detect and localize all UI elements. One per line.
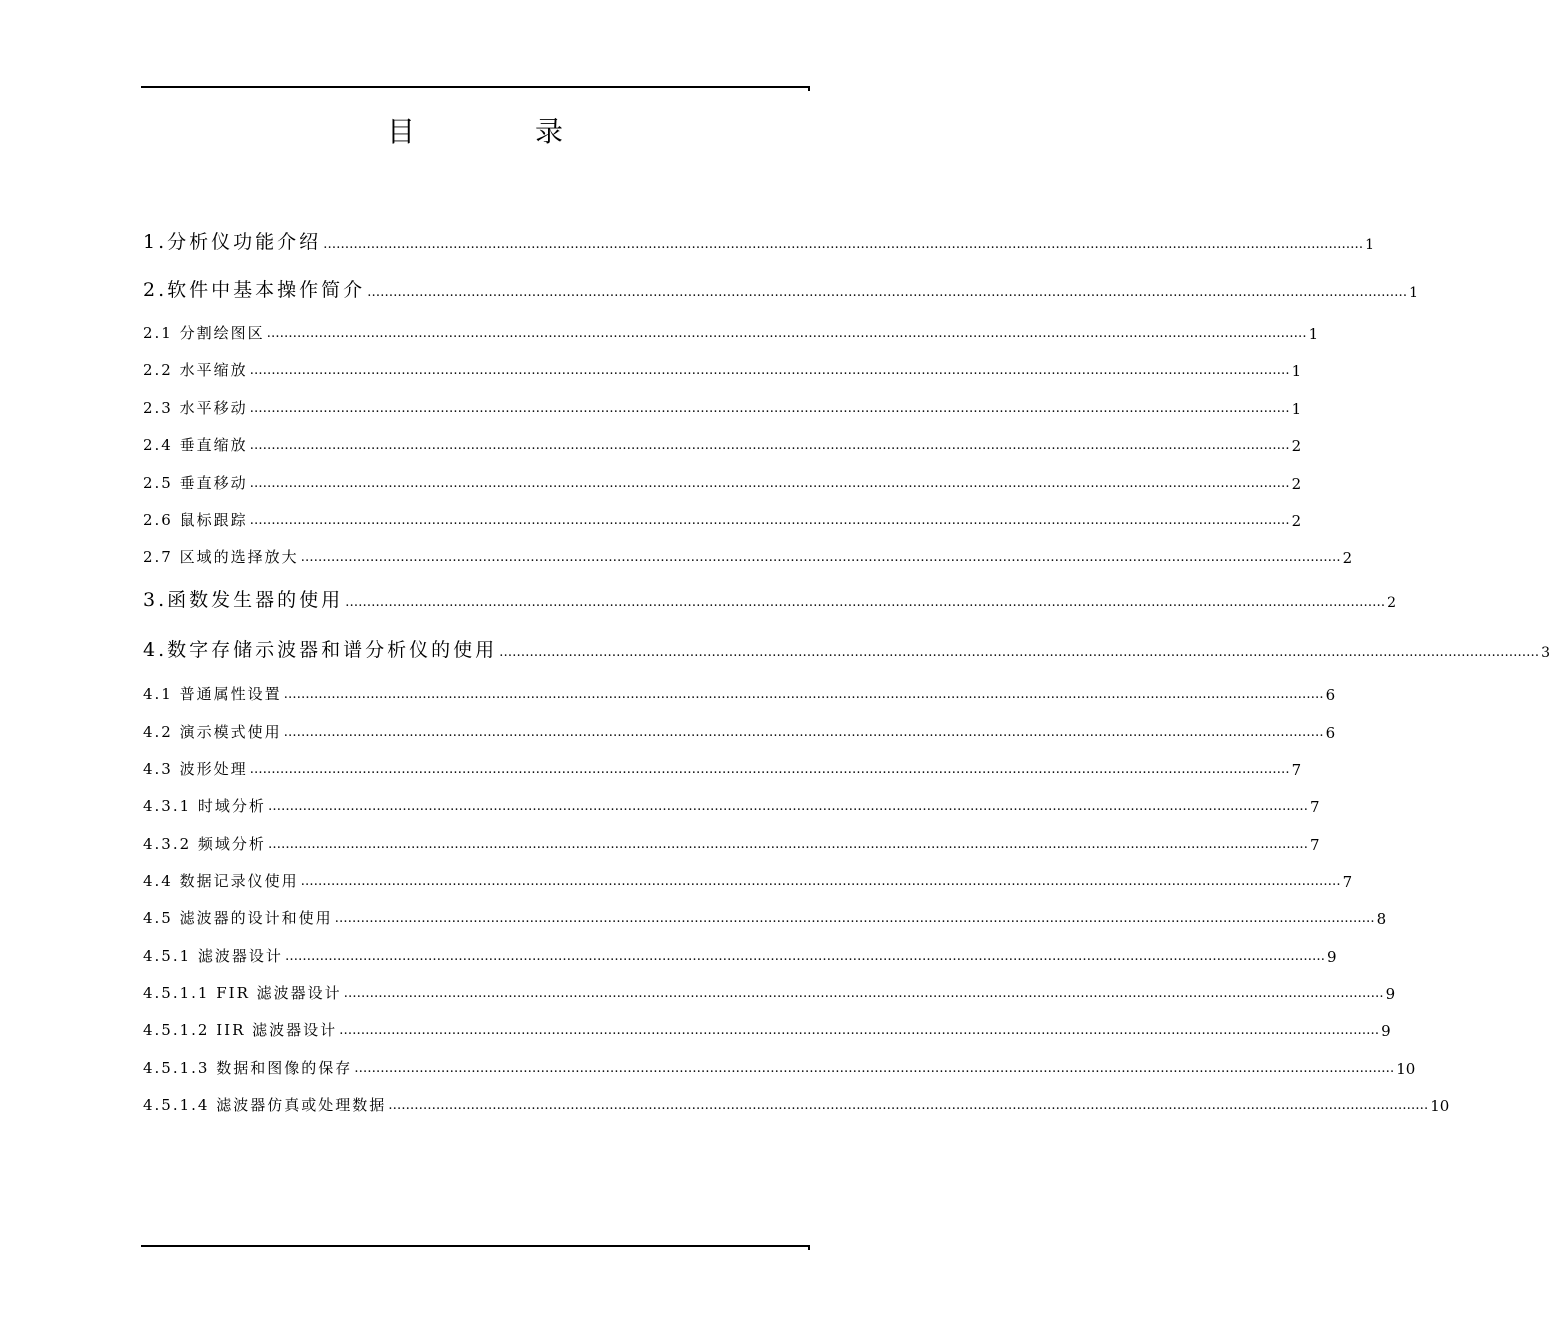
toc-leader: …………………………………………………………………………………………………………………………………………………………………………………………………………………… [283, 725, 1324, 740]
toc-entry-label: 2.6 鼠标跟踪 [143, 511, 248, 529]
toc-entry-page: 1 [1409, 285, 1419, 301]
toc-entry[interactable] [143, 979, 1396, 1003]
toc-entry-page: 9 [1385, 985, 1396, 1003]
toc-entry-page: 1 [1308, 325, 1319, 343]
toc-entry-page: 6 [1325, 686, 1336, 704]
toc-entry-page: 10 [1396, 1060, 1416, 1078]
toc-entry-label: 3.函数发生器的使用 [143, 589, 344, 611]
toc-entry-label: 4.数字存储示波器和谱分析仪的使用 [143, 639, 498, 661]
toc-leader: …………………………………………………………………………………………………………………………………………………………………………………………………………………… [284, 949, 1325, 964]
page-title: 目 录 [386, 115, 609, 148]
toc-entry[interactable] [143, 431, 1302, 455]
toc-entry-label: 2.2 水平缩放 [143, 361, 248, 379]
toc-leader: …………………………………………………………………………………………………………………………………………………………………………………………………………………… [249, 476, 1290, 491]
toc-entry-label: 2.1 分割绘图区 [143, 324, 265, 342]
toc-entry[interactable] [143, 904, 1387, 928]
toc-leader: …………………………………………………………………………………………………………………………………………………………………………………………………………………… [266, 326, 1307, 341]
toc-entry-label: 4.5 滤波器的设计和使用 [143, 909, 333, 927]
toc-entry-page: 7 [1309, 836, 1320, 854]
toc-entry-label: 4.3 波形处理 [143, 760, 248, 778]
toc-entry-label: 4.2 演示模式使用 [143, 723, 282, 741]
toc-entry-page: 2 [1291, 512, 1302, 530]
toc-entry[interactable] [143, 792, 1320, 816]
toc-entry-label: 4.5.1.3 数据和图像的保存 [143, 1059, 353, 1077]
toc-entry-label: 4.4 数据记录仪使用 [143, 872, 299, 890]
toc-entry[interactable] [143, 755, 1302, 779]
toc-entry-label: 4.3.2 频域分析 [143, 835, 266, 853]
toc-entry[interactable] [143, 224, 1375, 254]
toc-entry-page: 2 [1387, 595, 1397, 611]
toc-leader: …………………………………………………………………………………………………………………………………………………………………………………………………………………… [267, 837, 1308, 852]
toc-entry-page: 7 [1291, 761, 1302, 779]
toc-entry[interactable] [143, 1054, 1416, 1078]
toc-entry-page: 8 [1376, 910, 1387, 928]
toc-entry-page: 7 [1309, 798, 1320, 816]
toc-entry-page: 2 [1291, 437, 1302, 455]
toc-entry-page: 1 [1365, 237, 1375, 253]
toc-entry-label: 2.软件中基本操作简介 [143, 279, 366, 301]
toc-leader: …………………………………………………………………………………………………………………………………………………………………………………………………………………… [267, 799, 1308, 814]
toc-entry-page: 2 [1291, 475, 1302, 493]
toc-entry[interactable] [143, 632, 1550, 662]
toc-leader: …………………………………………………………………………………………………………………………………………………………………………………………………………………… [354, 1061, 1395, 1076]
toc-leader: …………………………………………………………………………………………………………………………………………………………………………………………………………………… [499, 645, 1540, 660]
toc-entry-label: 2.5 垂直移动 [143, 474, 248, 492]
toc-entry-label: 4.5.1 滤波器设计 [143, 947, 283, 965]
toc-leader: …………………………………………………………………………………………………………………………………………………………………………………………………………………… [323, 237, 1364, 252]
toc-entry[interactable] [143, 830, 1320, 854]
footer-rule [141, 1245, 809, 1247]
toc-entry-page: 1 [1291, 400, 1302, 418]
toc-entry-label: 4.5.1.1 FIR 滤波器设计 [143, 984, 342, 1002]
toc-entry-label: 4.5.1.2 IIR 滤波器设计 [143, 1021, 338, 1039]
toc-entry-page: 9 [1381, 1022, 1391, 1040]
toc-leader: …………………………………………………………………………………………………………………………………………………………………………………………………………………… [249, 401, 1290, 416]
toc-leader: …………………………………………………………………………………………………………………………………………………………………………………………………………………… [300, 550, 1341, 565]
toc-entry-label: 4.3.1 时域分析 [143, 797, 266, 815]
toc-leader: …………………………………………………………………………………………………………………………………………………………………………………………………………………… [367, 285, 1408, 300]
toc-entry-page: 6 [1325, 724, 1336, 742]
toc-entry-page: 7 [1342, 873, 1353, 891]
toc-entry-page: 9 [1326, 948, 1337, 966]
toc-leader: …………………………………………………………………………………………………………………………………………………………………………………………………………………… [334, 911, 1375, 926]
toc-entry-page: 10 [1430, 1097, 1450, 1115]
toc-leader: …………………………………………………………………………………………………………………………………………………………………………………………………………………… [343, 986, 1384, 1001]
toc-entry[interactable] [143, 680, 1336, 704]
toc-entry-label: 2.4 垂直缩放 [143, 436, 248, 454]
toc-entry[interactable] [143, 543, 1353, 567]
toc-entry-page: 3 [1541, 645, 1550, 661]
toc-entry-label: 4.1 普通属性设置 [143, 685, 282, 703]
toc-leader: …………………………………………………………………………………………………………………………………………………………………………………………………………………… [249, 363, 1290, 378]
header-rule [141, 86, 809, 88]
toc-entry[interactable] [143, 319, 1319, 343]
toc-entry-label: 2.7 区域的选择放大 [143, 548, 299, 566]
toc-leader: …………………………………………………………………………………………………………………………………………………………………………………………………………………… [249, 513, 1290, 528]
toc-entry[interactable] [143, 469, 1302, 493]
toc-entry[interactable] [143, 1016, 1391, 1040]
toc-entry[interactable] [143, 394, 1302, 418]
toc-leader: …………………………………………………………………………………………………………………………………………………………………………………………………………………… [249, 438, 1290, 453]
toc-entry[interactable] [143, 356, 1302, 380]
toc-entry-label: 4.5.1.4 滤波器仿真或处理数据 [143, 1096, 387, 1114]
toc-entry[interactable] [143, 506, 1302, 530]
toc-entry-label: 1.分析仪功能介绍 [143, 231, 322, 253]
toc-leader: …………………………………………………………………………………………………………………………………………………………………………………………………………………… [339, 1023, 1380, 1038]
toc-leader: …………………………………………………………………………………………………………………………………………………………………………………………………………………… [300, 874, 1341, 889]
toc-leader: …………………………………………………………………………………………………………………………………………………………………………………………………………………… [249, 762, 1290, 777]
toc-leader: …………………………………………………………………………………………………………………………………………………………………………………………………………………… [345, 595, 1386, 610]
toc-leader: …………………………………………………………………………………………………………………………………………………………………………………………………………………… [388, 1098, 1429, 1113]
toc-entry[interactable] [143, 272, 1419, 302]
toc-entry[interactable] [143, 718, 1336, 742]
toc-entry-page: 2 [1342, 549, 1353, 567]
toc-entry-page: 1 [1291, 362, 1302, 380]
toc-leader: …………………………………………………………………………………………………………………………………………………………………………………………………………………… [283, 687, 1324, 702]
toc-entry[interactable] [143, 942, 1337, 966]
toc-entry-label: 2.3 水平移动 [143, 399, 248, 417]
toc-entry[interactable] [143, 867, 1353, 891]
toc-entry[interactable] [143, 1091, 1450, 1115]
toc-entry[interactable] [143, 582, 1397, 612]
